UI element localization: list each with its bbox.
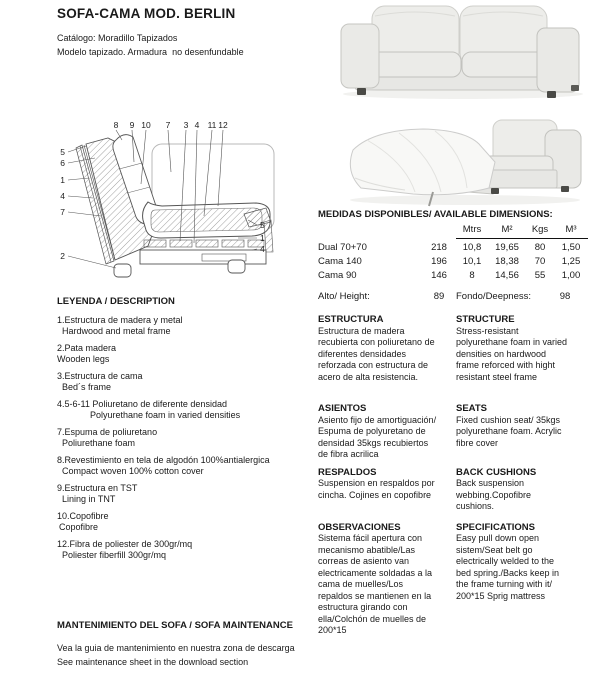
legend-item [57, 427, 309, 450]
spec-backs [318, 467, 594, 513]
row-m3: 1,25 [561, 256, 581, 267]
diagram-label: 1 [260, 233, 265, 243]
catalog-line: Catálogo: Moradillo Tapizados [57, 33, 178, 43]
diagram-label: 6 [60, 158, 65, 168]
row-mtrs: 10,1 [462, 256, 482, 267]
legend-en: Bed´s frame [62, 382, 112, 392]
legend-en: Poliurethane foam [62, 438, 136, 448]
spec-es-title: RESPALDOS [318, 466, 377, 478]
diagram-label: 3 [183, 120, 189, 130]
legend-item [57, 483, 309, 506]
spec-es-title: ASIENTOS [318, 403, 367, 414]
maintenance-section [57, 619, 337, 669]
dimensions-title: MEDIDAS DISPONIBLES/ AVAILABLE DIMENSIONS: [318, 209, 553, 220]
spec-en-body: Fixed cushion seat/ 35kgs polyurethane foam. Acrylic fibre cover [456, 414, 562, 448]
legend-es: 4.5-6-11 Poliuretano de diferente densidad [57, 398, 227, 409]
legend-en: Lining in TNT [62, 494, 116, 504]
diagram-label: 5 [60, 147, 65, 157]
row-m3: 1,50 [561, 242, 581, 253]
legend-en: Copofibre [59, 522, 99, 532]
spec-es-body: Sistema fácil apertura con mecanismo abatible/Las correas de asiento van electricamente soldadas a la cama de muelles/Los repaldos se mantienen en la estructura girando con ella/Colchón de muelles de 200*15 [318, 533, 433, 635]
legend-item [57, 455, 309, 478]
spec-es [318, 467, 437, 513]
spec-en-title: SPECIFICATIONS [456, 521, 535, 533]
row-m2: 18,38 [495, 256, 519, 267]
row-kgs: 70 [534, 256, 546, 267]
diagram-label: 9 [129, 120, 135, 130]
header-kgs: Kgs [526, 223, 554, 239]
diagram-label: 12 [218, 120, 228, 130]
diagram-label: 5 [260, 220, 265, 230]
maintenance-es: Vea la guia de mantenimiento en nuestra zona de descarga [57, 643, 295, 653]
header-m2: M² [488, 223, 526, 239]
height-label: Alto/ Height: [318, 291, 370, 302]
spec-en-title: STRUCTURE [456, 314, 515, 325]
depth-value: 98 [559, 291, 571, 302]
legend-item [57, 371, 309, 394]
header-m3: M³ [554, 223, 588, 239]
spec-en-body: Easy pull down open sistem/Seat belt go electrically welded to the bed spring./Backs keep in the frame turning with it/ 200*15 Sprig mattress [456, 533, 560, 601]
row-mtrs: 8 [469, 270, 475, 281]
diagram-label: 4 [260, 244, 265, 254]
legend-section [57, 296, 309, 567]
maintenance-en: See maintenance sheet in the download section [57, 657, 249, 667]
row-m3: 1,00 [561, 270, 581, 281]
depth-label: Fondo/Deepness: [456, 291, 531, 302]
row-width: 196 [431, 256, 447, 267]
header-empty [318, 223, 422, 239]
legend-item [57, 315, 309, 338]
legend-es: 12.Fibra de poliester de 300gr/mq [57, 538, 193, 549]
spec-es-body: Suspension en respaldos por cincha. Cojines en copofibre [318, 478, 435, 500]
spec-en-body: Stress-resistant polyurethane foam in varied densities on hardwood frame reforced with hight resistant steel frame [456, 325, 568, 382]
sofa-open-photo [315, 100, 600, 208]
dimensions-table [318, 209, 590, 283]
spec-es-body: Estructura de madera recubierta con poliuretano de diferentes densidades reforzada con estructura de acero de alta resistencia. [318, 325, 435, 382]
legend-es: 7.Espuma de poliuretano [57, 426, 158, 437]
legend-en: Compact woven 100% cotton cover [62, 466, 204, 476]
specs-column [318, 314, 594, 637]
spec-en [456, 403, 568, 461]
spec-en-title: BACK CUSHIONS [456, 466, 537, 478]
row-width: 218 [431, 242, 447, 253]
legend-es: 8.Revestimiento en tela de algodón 100%antialergica [57, 454, 270, 465]
row-m2: 19,65 [495, 242, 519, 253]
legend-es: 9.Estructura en TST [57, 482, 138, 493]
legend-es: 3.Estructura de cama [57, 370, 143, 381]
page-title: SOFA-CAMA MOD. BERLIN [57, 6, 236, 21]
diagram-label: 7 [60, 207, 65, 217]
legend-item [57, 511, 309, 534]
row-mtrs: 10,8 [462, 242, 482, 253]
legend-title: LEYENDA / DESCRIPTION [57, 296, 175, 307]
spec-es-title: OBSERVACIONES [318, 521, 401, 533]
sofa-closed-photo [315, 0, 600, 100]
spec-en [456, 467, 568, 513]
row-kgs: 80 [534, 242, 546, 253]
spec-observations [318, 522, 594, 637]
diagram-label: 2 [60, 251, 65, 261]
legend-es: 1.Estructura de madera y metal [57, 314, 183, 325]
legend-en: Wooden legs [57, 354, 110, 364]
diagram-label: 7 [165, 120, 171, 130]
spec-es-title: ESTRUCTURA [318, 314, 384, 325]
legend-es: 10.Copofibre [57, 510, 109, 521]
legend-en: Hardwood and metal frame [62, 326, 171, 336]
diagram-label: 10 [141, 120, 151, 130]
diagram-label: 1 [60, 175, 65, 185]
legend-item [57, 343, 309, 366]
legend-es: 2.Pata madera [57, 342, 117, 353]
sofa-cross-section-diagram [52, 114, 292, 290]
spec-seats [318, 403, 594, 461]
row-kgs: 55 [534, 270, 546, 281]
row-label: Cama 90 [318, 270, 357, 281]
legend-en: Polyurethane foam in varied densities [90, 410, 241, 420]
spec-en [456, 522, 568, 637]
row-m2: 14,56 [495, 270, 519, 281]
dimensions-grid [318, 223, 590, 283]
legend-item [57, 399, 309, 422]
diagram-label: 4 [60, 191, 65, 201]
spec-es-body: Asiento fijo de amortiguación/ Espuma de polyuretano de densidad 35kgs recubiertos de fibra acrilica [318, 414, 437, 459]
row-width: 146 [431, 270, 447, 281]
header-empty [422, 223, 456, 239]
diagram-label: 8 [113, 120, 119, 130]
spec-es [318, 403, 437, 461]
row-label: Dual 70+70 [318, 242, 367, 253]
diagram-label: 11 [207, 120, 217, 130]
height-depth-row [318, 291, 582, 303]
height-value: 89 [433, 291, 445, 302]
diagram-label: 4 [194, 120, 200, 130]
spec-en-body: Back suspension webbing.Copofibre cushions. [456, 478, 532, 511]
legend-item [57, 539, 309, 562]
row-label: Cama 140 [318, 256, 362, 267]
header-mtrs: Mtrs [456, 223, 488, 239]
model-line: Modelo tapizado. Armadura no desenfundable [57, 47, 244, 57]
spec-es [318, 314, 437, 383]
spec-structure [318, 314, 594, 383]
maintenance-title: MANTENIMIENTO DEL SOFA / SOFA MAINTENANCE [57, 620, 293, 631]
spec-en [456, 314, 568, 383]
spec-en-title: SEATS [456, 403, 487, 414]
legend-en: Poliester fiberfill 300gr/mq [62, 550, 167, 560]
